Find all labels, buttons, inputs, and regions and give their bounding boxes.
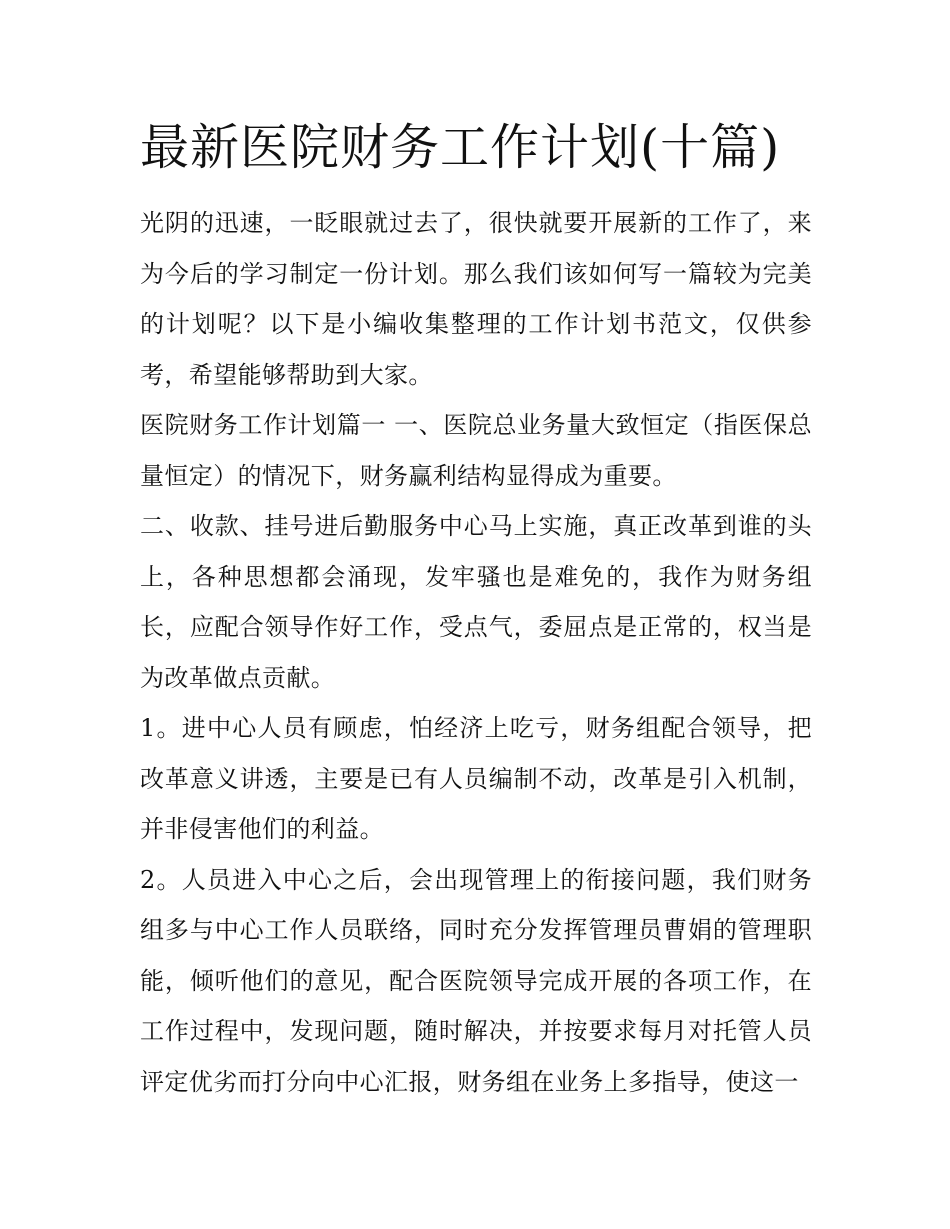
paragraph-section-one: 医院财务工作计划篇一 一、医院总业务量大致恒定（指医保总量恒定）的情况下，财务赢利结构显得成为重要。 (140, 411, 812, 490)
document-body (140, 198, 812, 1107)
document-title: 最新医院财务工作计划(十篇) (140, 119, 781, 176)
paragraph-item-1: 1。进中心人员有顾虑，怕经济上吃亏，财务组配合领导，把改革意义讲透，主要是已有人员编制不动，改革是引入机制，并非侵害他们的利益。 (140, 714, 812, 843)
paragraph-intro: 光阴的迅速，一眨眼就过去了，很快就要开展新的工作了，来为今后的学习制定一份计划。那么我们该如何写一篇较为完美的计划呢？以下是小编收集整理的工作计划书范文，仅供参考，希望能够帮助到大家。 (140, 209, 812, 389)
paragraph-section-two: 二、收款、挂号进后勤服务中心马上实施，真正改革到谁的头上，各种思想都会涌现，发牢骚也是难免的，我作为财务组长，应配合领导作好工作，受点气，委屈点是正常的，权当是为改革做点贡献。 (140, 512, 812, 692)
paragraph-item-2: 2。人员进入中心之后，会出现管理上的衔接问题，我们财务组多与中心工作人员联络，同时充分发挥管理员曹娟的管理职能，倾听他们的意见，配合医院领导完成开展的各项工作，在工作过程中，发现问题，随时解决，并按要求每月对托管人员评定优劣而打分向中心汇报，财务组在业务上多指导，使这一 (140, 865, 812, 1096)
